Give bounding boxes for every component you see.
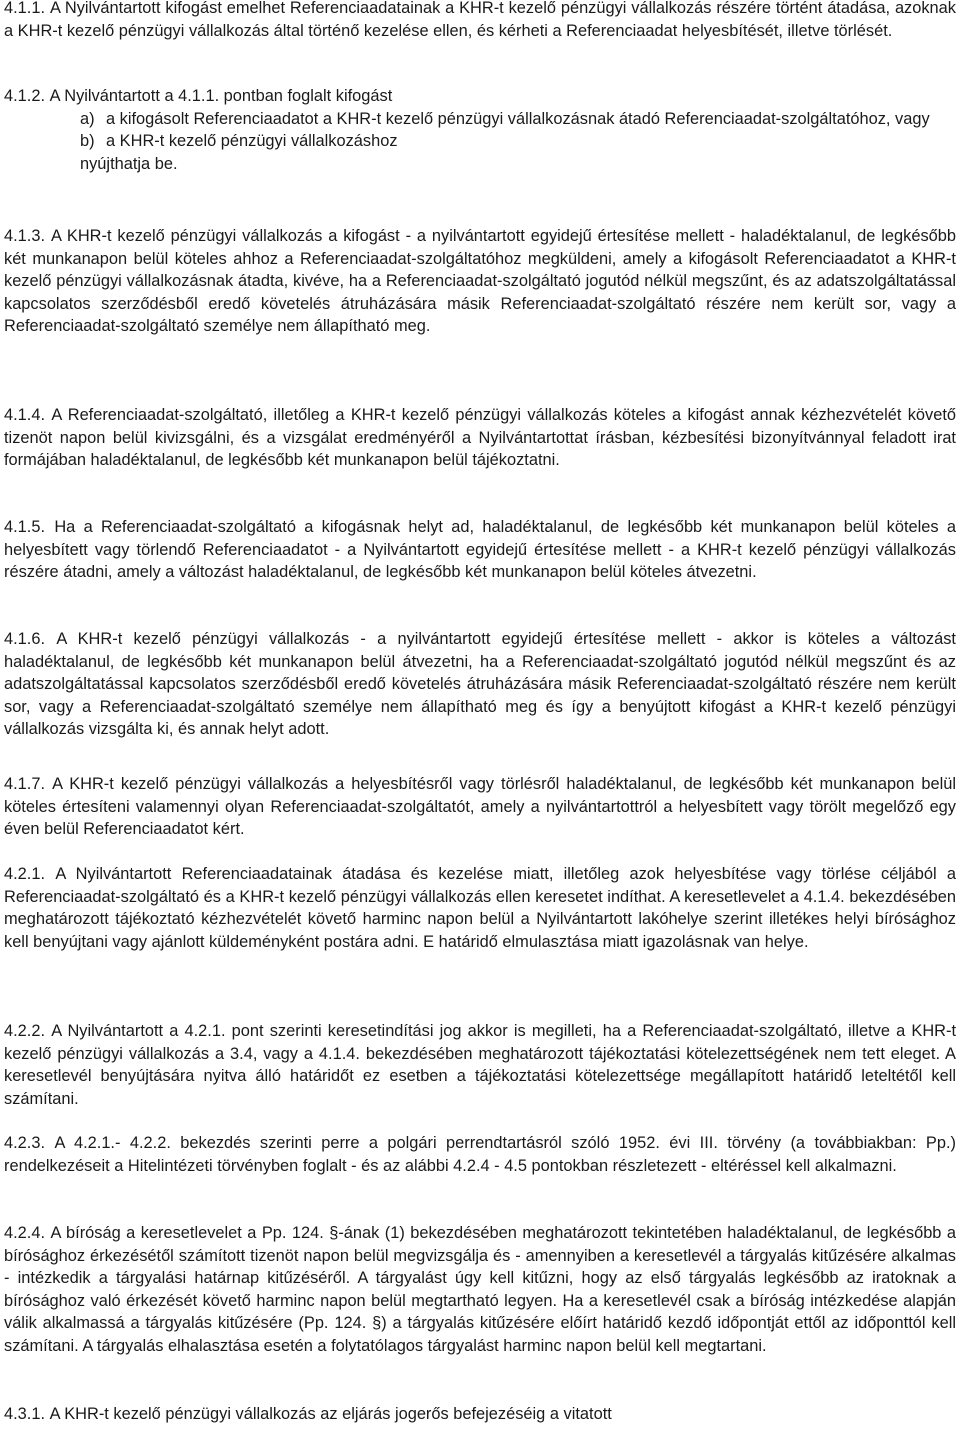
- paragraph-text: A KHR-t kezelő pénzügyi vállalkozás az eljárás jogerős befejezéséig a vitatott: [46, 1405, 612, 1423]
- paragraph-text: A Nyilvántartott Referenciaadatainak átadása és kezelése miatt, illetőleg azok helyesbítése vagy törlése céljából a Referenciaadat-szolgáltató és a KHR-t kezelő pénzügyi vállalkozás ellen keresetet indíthat. A keresetlevelet a 4.1.4. bekezdésében meghatározott tájékoztató kézhezvételét követő harminc napon belül a Nyilvántartott lakóhelye szerint illetékes helyi bírósághoz kell benyújtani vagy ajánlott küldeményként postára adni. E határidő elmulasztása miatt igazolásnak van helye.: [4, 865, 956, 951]
- paragraph-text: A 4.2.1.- 4.2.2. bekezdés szerinti perre a polgári perrendtartásról szóló 1952. évi III. törvény (a továbbiakban: Pp.) rendelkezéseit a Hitelintézeti törvényben foglalt - és az alábbi 4.2.4 - 4.5 pontokban részletezett - eltéréssel kell alkalmazni.: [4, 1134, 956, 1175]
- paragraph-number: 4.1.7.: [4, 775, 46, 793]
- list-item-text: a kifogásolt Referenciaadatot a KHR-t kezelő pénzügyi vállalkozásnak átadó Referenciaadat-szolgáltatóhoz, vagy: [106, 109, 930, 128]
- paragraph-number: 4.1.6.: [4, 630, 46, 648]
- list-item-label: a): [80, 109, 95, 128]
- option-list: [4, 108, 956, 176]
- paragraph-4-1-1: [4, 0, 956, 42]
- paragraph-number: 4.2.1.: [4, 865, 46, 883]
- paragraph-4-1-6: [4, 628, 956, 741]
- paragraph-number: 4.1.4.: [4, 406, 46, 424]
- paragraph-number: 4.2.4.: [4, 1224, 46, 1242]
- paragraph-number: 4.1.5.: [4, 518, 46, 536]
- paragraph-4-2-3: [4, 1132, 956, 1177]
- paragraph-4-1-5: [4, 516, 956, 584]
- paragraph-text: A Referenciaadat-szolgáltató, illetőleg a KHR-t kezelő pénzügyi vállalkozás köteles a kifogást annak kézhezvételét követő tizenöt napon belül kivizsgálni, és a vizsgálat eredményéről a Nyilvántartottat írásban, kézbesítési bizonyítvánnyal feladott irat formájában haladéktalanul, de legkésőbb két munkanapon belül tájékoztatni.: [4, 406, 956, 470]
- list-tail: nyújthatja be.: [80, 154, 178, 173]
- paragraph-text: Ha a Referenciaadat-szolgáltató a kifogásnak helyt ad, haladéktalanul, de legkésőbb két munkanapon belül köteles a helyesbített vagy törlendő Referenciaadatot - a Nyilvántartott egyidejű értesítése mellett - a KHR-t kezelő pénzügyi vállalkozás részére átadni, amely a változást haladéktalanul, de legkésőbb két munkanapon belül köteles átvezetni.: [4, 518, 956, 582]
- paragraph-text: A bíróság a keresetlevelet a Pp. 124. §-ának (1) bekezdésében meghatározott tekintetében haladéktalanul, de legkésőbb a bírósághoz érkezésétől számított tizenöt napon belül megvizsgálja és - amennyiben a keresetlevél a tárgyalás kitűzésére alkalmas - intézkedik a tárgyalási határnap kitűzéséről. A tárgyalást úgy kell kitűzni, hogy az első tárgyalás legkésőbb az iratoknak a bírósághoz való érkezését követő harminc napon belül megtartható legyen. Ha a keresetlevél csak a bíróság intézkedése alapján válik alkalmassá a tárgyalás kitűzésére (Pp. 124. §) a tárgyalás kitűzésére előírt határidő kezdő időpontját ettől az időponttól kell számítani. A tárgyalás elhalasztása esetén a folytatólagos tárgyalást harminc napon belül kell megtartani.: [4, 1224, 956, 1355]
- paragraph-number: 4.2.2.: [4, 1022, 46, 1040]
- paragraph-number: 4.1.2.: [4, 87, 46, 105]
- paragraph-4-3-1: [4, 1403, 956, 1426]
- paragraph-4-1-7: [4, 773, 956, 841]
- paragraph-text: A KHR-t kezelő pénzügyi vállalkozás a helyesbítésről vagy törlésről haladéktalanul, de legkésőbb két munkanapon belül köteles értesíteni valamennyi olyan Referenciaadat-szolgáltatót, amely a nyilvántartottról a helyesbített vagy törölt megelőző egy éven belül Referenciaadatot kért.: [4, 775, 956, 839]
- paragraph-number: 4.1.1.: [4, 0, 46, 17]
- list-item-label: b): [80, 132, 95, 151]
- paragraph-text: A Nyilvántartott kifogást emelhet Referenciaadatainak a KHR-t kezelő pénzügyi vállalkozás részére történt átadása, azoknak a KHR-t kezelő pénzügyi vállalkozás által történő kezelése ellen, és kérheti a Referenciaadat helyesbítését, illetve törlését.: [4, 0, 956, 40]
- paragraph-4-2-1: [4, 863, 956, 953]
- list-item-text: a KHR-t kezelő pénzügyi vállalkozáshoz: [106, 132, 398, 151]
- paragraph-text: A KHR-t kezelő pénzügyi vállalkozás a kifogást - a nyilvántartott egyidejű értesítése mellett - haladéktalanul, de legkésőbb két munkanapon belül köteles ahhoz a Referenciaadat-szolgáltatóhoz megküldeni, amely a kifogásolt Referenciaadatot a KHR-t kezelő pénzügyi vállalkozásnak átadta, kivéve, ha a Referenciaadat-szolgáltató jogutód nélkül megszűnt, és az adatszolgáltatással kapcsolatos szerződésből eredő követelés átruházására másik Referenciaadat-szolgáltató részére nem került sor, vagy a Referenciaadat-szolgáltató személye nem állapítható meg.: [4, 227, 956, 336]
- paragraph-4-1-2: [4, 85, 956, 175]
- paragraph-number: 4.2.3.: [4, 1134, 46, 1152]
- paragraph-4-1-3: [4, 225, 956, 338]
- paragraph-number: 4.1.3.: [4, 227, 46, 245]
- paragraph-4-2-2: [4, 1020, 956, 1110]
- paragraph-number: 4.3.1.: [4, 1405, 46, 1423]
- paragraph-text: A Nyilvántartott a 4.2.1. pont szerinti keresetindítási jog akkor is megilleti, ha a Referenciaadat-szolgáltató, illetve a KHR-t kezelő pénzügyi vállalkozás a 3.4, vagy a 4.1.4. bekezdésében meghatározott tájékoztatási kötelezettségének nem tett eleget. A keresetlevél benyújtására nyitva álló határidőt ez esetben a tájékoztatási kötelezettsége megállapított határidő leteltétől kell számítani.: [4, 1022, 956, 1108]
- paragraph-4-2-4: [4, 1222, 956, 1358]
- list-item: [80, 130, 956, 153]
- paragraph-4-1-4: [4, 404, 956, 472]
- paragraph-text: A Nyilvántartott a 4.1.1. pontban foglalt kifogást: [46, 87, 393, 105]
- paragraph-text: A KHR-t kezelő pénzügyi vállalkozás - a nyilvántartott egyidejű értesítése mellett - akkor is köteles a változást haladéktalanul, de legkésőbb két munkanapon belül átvezetni, ha a Referenciaadat-szolgáltató jogutód nélkül megszűnt és az adatszolgáltatással kapcsolatos szerződésből eredő követelés átruházására másik Referenciaadat-szolgáltató részére nem került sor, vagy a Referenciaadat-szolgáltató személye nem állapítható meg és így a benyújtott kifogást a KHR-t kezelő pénzügyi vállalkozás vizsgálta ki, és annak helyt adott.: [4, 630, 956, 739]
- list-item: [80, 108, 956, 131]
